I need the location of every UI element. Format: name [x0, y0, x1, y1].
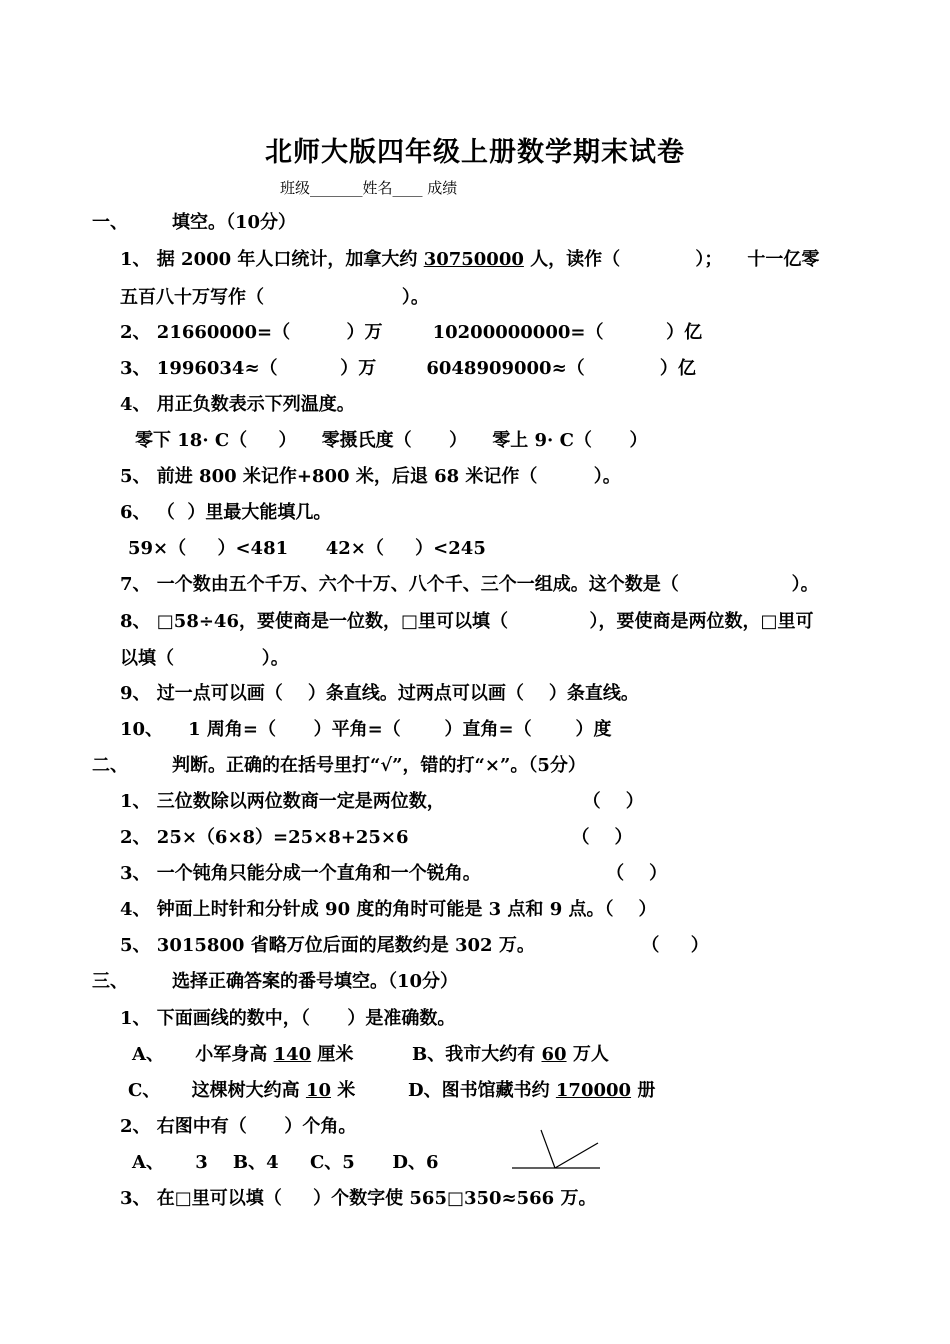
angle-ray-right [555, 1143, 598, 1168]
question-1-8-cont: 以填（ ）。 [120, 648, 289, 669]
option-a: A、 小军身高 140 厘米 [132, 1044, 354, 1065]
underlined-number: 10 [305, 1080, 331, 1101]
option-c: C、 这棵树大约高 10 米 [128, 1080, 356, 1101]
section-1-heading: 填空。（10分） [172, 212, 297, 233]
question-1-6-items: 59×（ ）<481 42×（ ）<245 [128, 538, 486, 559]
question-3-1: 1、 下面画线的数中，（ ）是准确数。 [120, 1008, 456, 1029]
question-2-1: 1、 三位数除以两位数商一定是两位数， （ ） [120, 791, 644, 812]
question-1-9: 9、 过一点可以画（ ）条直线。过两点可以画（ ）条直线。 [120, 683, 639, 704]
section-3-heading: 选择正确答案的番号填空。（10分） [172, 971, 459, 992]
student-info-line: 班级_______姓名____ 成绩 [280, 179, 458, 197]
section-3-label: 三、 [92, 971, 128, 992]
section-2-header [92, 751, 586, 777]
question-2-5: 5、 3015800 省略万位后面的尾数约是 302 万。 （ ） [120, 935, 709, 956]
question-2-3: 3、 一个钝角只能分成一个直角和一个锐角。 （ ） [120, 863, 668, 884]
angle-ray-left [541, 1130, 555, 1168]
underlined-number: 170000 [555, 1080, 632, 1101]
angle-figure [508, 1125, 608, 1175]
question-1-6: 6、 （ ）里最大能填几。 [120, 502, 332, 523]
question-1-5: 5、 前进 800 米记作+800 米，后退 68 米记作（ ）。 [120, 466, 621, 487]
option-d: D、图书馆藏书约 170000 册 [408, 1080, 656, 1101]
question-1-4-items: 零下 18· C（ ） 零摄氏度（ ） 零上 9· C（ ） [135, 430, 648, 451]
question-1-3: 3、 1996034≈（ ）万 6048909000≈（ ）亿 [120, 358, 696, 379]
question-1-1: 1、 据 2000 年人口统计，加拿大约 30750000 人，读作（ ）； 十一亿零 [120, 249, 820, 270]
section-2-label: 二、 [92, 755, 128, 776]
question-1-2: 2、 21660000=（ ）万 10200000000=（ ）亿 [120, 322, 703, 343]
page-title: 北师大版四年级上册数学期末试卷 [265, 137, 685, 168]
question-1-4: 4、 用正负数表示下列温度。 [120, 394, 355, 415]
question-2-4: 4、 钟面上时针和分针成 90 度的角时可能是 3 点和 9 点。（ ） [120, 899, 657, 920]
question-1-10: 10、 1 周角=（ ）平角=（ ）直角=（ ）度 [120, 719, 612, 740]
section-1-header [92, 208, 296, 234]
section-2-heading: 判断。正确的在括号里打“√”，错的打“×”。（5分） [172, 755, 586, 776]
question-1-1-cont: 五百八十万写作（ ）。 [120, 287, 429, 308]
underlined-number: 60 [541, 1044, 567, 1065]
question-2-2: 2、 25×（6×8）=25×8+25×6 （ ） [120, 827, 633, 848]
question-3-2: 2、 右图中有（ ）个角。 [120, 1116, 357, 1137]
section-1-label: 一、 [92, 212, 128, 233]
underlined-number: 140 [273, 1044, 312, 1065]
question-1-7: 7、 一个数由五个千万、六个十万、八个千、三个一组成。这个数是（ ）。 [120, 574, 819, 595]
question-1-8: 8、 □58÷46，要使商是一位数，□里可以填（ ），要使商是两位数，□里可 [120, 611, 814, 632]
question-3-3: 3、 在□里可以填（ ）个数字使 565□350≈566 万。 [120, 1188, 597, 1209]
section-3-header [92, 967, 458, 993]
question-3-2-options: A、 3 B、4 C、5 D、6 [132, 1152, 439, 1173]
option-b: B、我市大约有 60 万人 [412, 1044, 609, 1065]
underlined-number: 30750000 [423, 249, 524, 270]
